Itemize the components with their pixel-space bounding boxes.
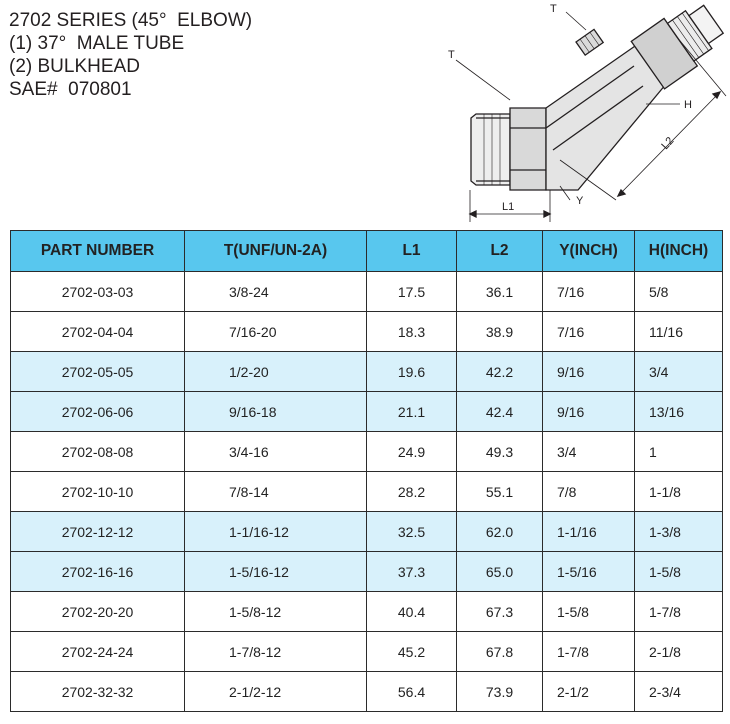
cell-h: 11/16 (635, 312, 723, 352)
cell-l2: 36.1 (457, 272, 543, 312)
cell-thread: 1/2-20 (185, 352, 367, 392)
cell-l2: 42.2 (457, 352, 543, 392)
cell-l1: 56.4 (367, 672, 457, 712)
cell-l2: 73.9 (457, 672, 543, 712)
cell-thread: 7/8-14 (185, 472, 367, 512)
cell-thread: 7/16-20 (185, 312, 367, 352)
cell-h: 1-1/8 (635, 472, 723, 512)
cell-l1: 24.9 (367, 432, 457, 472)
cell-l1: 21.1 (367, 392, 457, 432)
cell-y: 7/16 (543, 312, 635, 352)
cell-part-number: 2702-05-05 (11, 352, 185, 392)
cell-h: 13/16 (635, 392, 723, 432)
cell-part-number: 2702-32-32 (11, 672, 185, 712)
cell-y: 9/16 (543, 392, 635, 432)
table-row (11, 592, 723, 632)
cell-l2: 65.0 (457, 552, 543, 592)
cell-y: 1-5/16 (543, 552, 635, 592)
cell-y: 9/16 (543, 352, 635, 392)
cell-thread: 1-1/16-12 (185, 512, 367, 552)
cell-h: 1-7/8 (635, 592, 723, 632)
sae-number: SAE# 070801 (9, 79, 132, 100)
cell-y: 7/8 (543, 472, 635, 512)
spec-table (10, 230, 723, 712)
cell-l1: 45.2 (367, 632, 457, 672)
cell-thread: 2-1/2-12 (185, 672, 367, 712)
label-h: H (684, 99, 692, 111)
table-row (11, 472, 723, 512)
col-y: Y(INCH) (543, 231, 635, 272)
cell-thread: 1-5/8-12 (185, 592, 367, 632)
cell-thread: 1-7/8-12 (185, 632, 367, 672)
cell-part-number: 2702-06-06 (11, 392, 185, 432)
table-row (11, 672, 723, 712)
cell-l2: 42.4 (457, 392, 543, 432)
table-row (11, 272, 723, 312)
cell-l2: 67.3 (457, 592, 543, 632)
elbow-fitting-diagram (438, 0, 730, 226)
table-body (11, 272, 723, 712)
label-t-top: T (550, 3, 557, 15)
cell-l2: 62.0 (457, 512, 543, 552)
cell-y: 3/4 (543, 432, 635, 472)
cell-part-number: 2702-24-24 (11, 632, 185, 672)
col-part-number: PART NUMBER (11, 231, 185, 272)
cell-l2: 49.3 (457, 432, 543, 472)
cell-h: 3/4 (635, 352, 723, 392)
label-y: Y (576, 195, 584, 207)
label-l2: L2 (659, 134, 677, 153)
cell-l1: 19.6 (367, 352, 457, 392)
table-row (11, 432, 723, 472)
cell-l2: 67.8 (457, 632, 543, 672)
cell-h: 2-3/4 (635, 672, 723, 712)
cell-part-number: 2702-12-12 (11, 512, 185, 552)
table-row (11, 552, 723, 592)
cell-h: 1-5/8 (635, 552, 723, 592)
cell-l1: 17.5 (367, 272, 457, 312)
cell-l2: 55.1 (457, 472, 543, 512)
cell-l1: 37.3 (367, 552, 457, 592)
cell-part-number: 2702-20-20 (11, 592, 185, 632)
series-title-block (9, 9, 252, 101)
col-thread: T(UNF/UN-2A) (185, 231, 367, 272)
col-l1: L1 (367, 231, 457, 272)
cell-y: 1-5/8 (543, 592, 635, 632)
table-row (11, 392, 723, 432)
male-tube-spec: (1) 37° MALE TUBE (9, 33, 185, 54)
table-row (11, 632, 723, 672)
cell-thread: 3/8-24 (185, 272, 367, 312)
table-row (11, 352, 723, 392)
cell-h: 1-3/8 (635, 512, 723, 552)
col-h: H(INCH) (635, 231, 723, 272)
cell-l1: 28.2 (367, 472, 457, 512)
cell-thread: 9/16-18 (185, 392, 367, 432)
cell-h: 5/8 (635, 272, 723, 312)
cell-h: 2-1/8 (635, 632, 723, 672)
table-header-row (11, 231, 723, 272)
cell-l1: 40.4 (367, 592, 457, 632)
cell-part-number: 2702-03-03 (11, 272, 185, 312)
cell-l1: 18.3 (367, 312, 457, 352)
table-row (11, 512, 723, 552)
cell-y: 2-1/2 (543, 672, 635, 712)
cell-part-number: 2702-10-10 (11, 472, 185, 512)
cell-thread: 3/4-16 (185, 432, 367, 472)
cell-part-number: 2702-04-04 (11, 312, 185, 352)
cell-part-number: 2702-08-08 (11, 432, 185, 472)
cell-part-number: 2702-16-16 (11, 552, 185, 592)
cell-y: 1-7/8 (543, 632, 635, 672)
series-title: 2702 SERIES (45° ELBOW) (9, 10, 253, 31)
bulkhead-spec: (2) BULKHEAD (9, 56, 140, 77)
label-t-left: T (448, 49, 455, 61)
cell-y: 7/16 (543, 272, 635, 312)
col-l2: L2 (457, 231, 543, 272)
cell-thread: 1-5/16-12 (185, 552, 367, 592)
cell-l2: 38.9 (457, 312, 543, 352)
cell-y: 1-1/16 (543, 512, 635, 552)
cell-h: 1 (635, 432, 723, 472)
table-row (11, 312, 723, 352)
label-l1: L1 (502, 201, 515, 213)
cell-l1: 32.5 (367, 512, 457, 552)
